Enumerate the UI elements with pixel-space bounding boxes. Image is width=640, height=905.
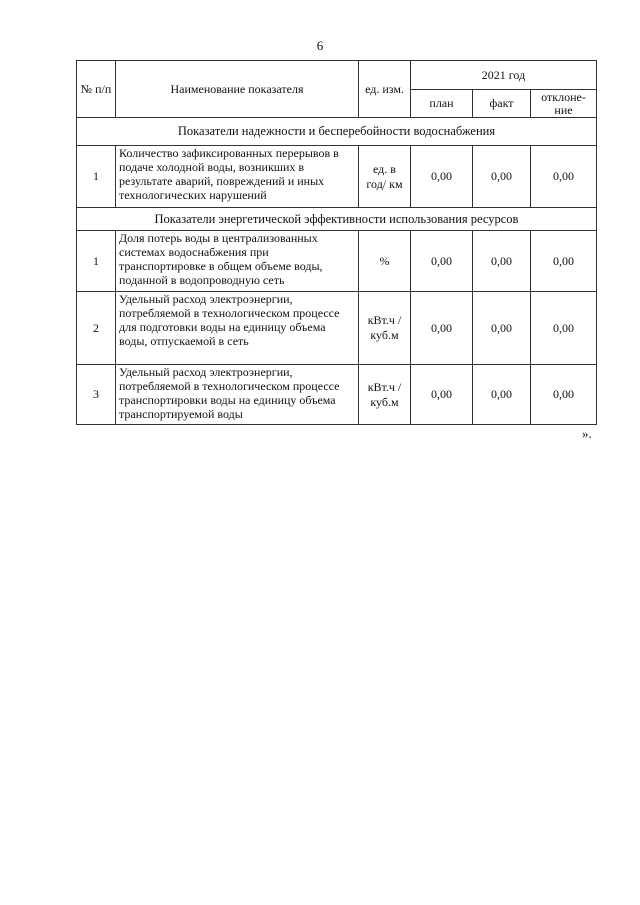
row-number: 2 xyxy=(77,292,116,365)
section-title: Показатели надежности и бесперебойности водоснабжения xyxy=(77,118,597,146)
deviation-value: 0,00 xyxy=(531,146,597,208)
header-name: Наименование показателя xyxy=(116,61,359,118)
fact-value: 0,00 xyxy=(473,365,531,425)
header-unit: ед. изм. xyxy=(359,61,411,118)
unit-cell: % xyxy=(359,231,411,292)
deviation-value: 0,00 xyxy=(531,231,597,292)
indicator-name: Доля потерь воды в централизованных системах водоснабжения при транспортировке в общем объеме воды, поданной в водопроводную сеть xyxy=(116,231,359,292)
section-header-row xyxy=(77,118,597,146)
deviation-value: 0,00 xyxy=(531,292,597,365)
table-row xyxy=(77,365,597,425)
header-plan: план xyxy=(411,90,473,118)
row-number: 1 xyxy=(77,146,116,208)
row-number: 1 xyxy=(77,231,116,292)
fact-value: 0,00 xyxy=(473,292,531,365)
section-title: Показатели энергетической эффективности использования ресурсов xyxy=(77,208,597,231)
unit-cell: кВт.ч / куб.м xyxy=(359,292,411,365)
plan-value: 0,00 xyxy=(411,146,473,208)
unit-cell: ед. в год/ км xyxy=(359,146,411,208)
row-number: 3 xyxy=(77,365,116,425)
closing-quote-mark: ». xyxy=(582,426,592,441)
page-number: 6 xyxy=(316,38,324,53)
table-row xyxy=(77,292,597,365)
plan-value: 0,00 xyxy=(411,292,473,365)
table-row xyxy=(77,231,597,292)
fact-value: 0,00 xyxy=(473,231,531,292)
table-header-row xyxy=(77,61,597,90)
header-fact: факт xyxy=(473,90,531,118)
plan-value: 0,00 xyxy=(411,231,473,292)
unit-cell: кВт.ч / куб.м xyxy=(359,365,411,425)
indicator-name: Удельный расход электроэнергии, потребляемой в технологическом процессе транспортировки воды на единицу объема транспортируемой воды xyxy=(116,365,359,425)
header-year: 2021 год xyxy=(411,61,597,90)
indicator-name: Удельный расход электроэнергии, потребляемой в технологическом процессе для подготовки воды на единицу объема воды, отпускаемой в сеть xyxy=(116,292,359,365)
header-deviation: отклоне-ние xyxy=(531,90,597,118)
indicator-name: Количество зафиксированных перерывов в подаче холодной воды, возникших в результате аварий, повреждений и иных технологических нарушений xyxy=(116,146,359,208)
header-num: № п/п xyxy=(77,61,116,118)
deviation-value: 0,00 xyxy=(531,365,597,425)
table-row xyxy=(77,146,597,208)
plan-value: 0,00 xyxy=(411,365,473,425)
section-header-row xyxy=(77,208,597,231)
indicators-table xyxy=(76,60,597,425)
fact-value: 0,00 xyxy=(473,146,531,208)
